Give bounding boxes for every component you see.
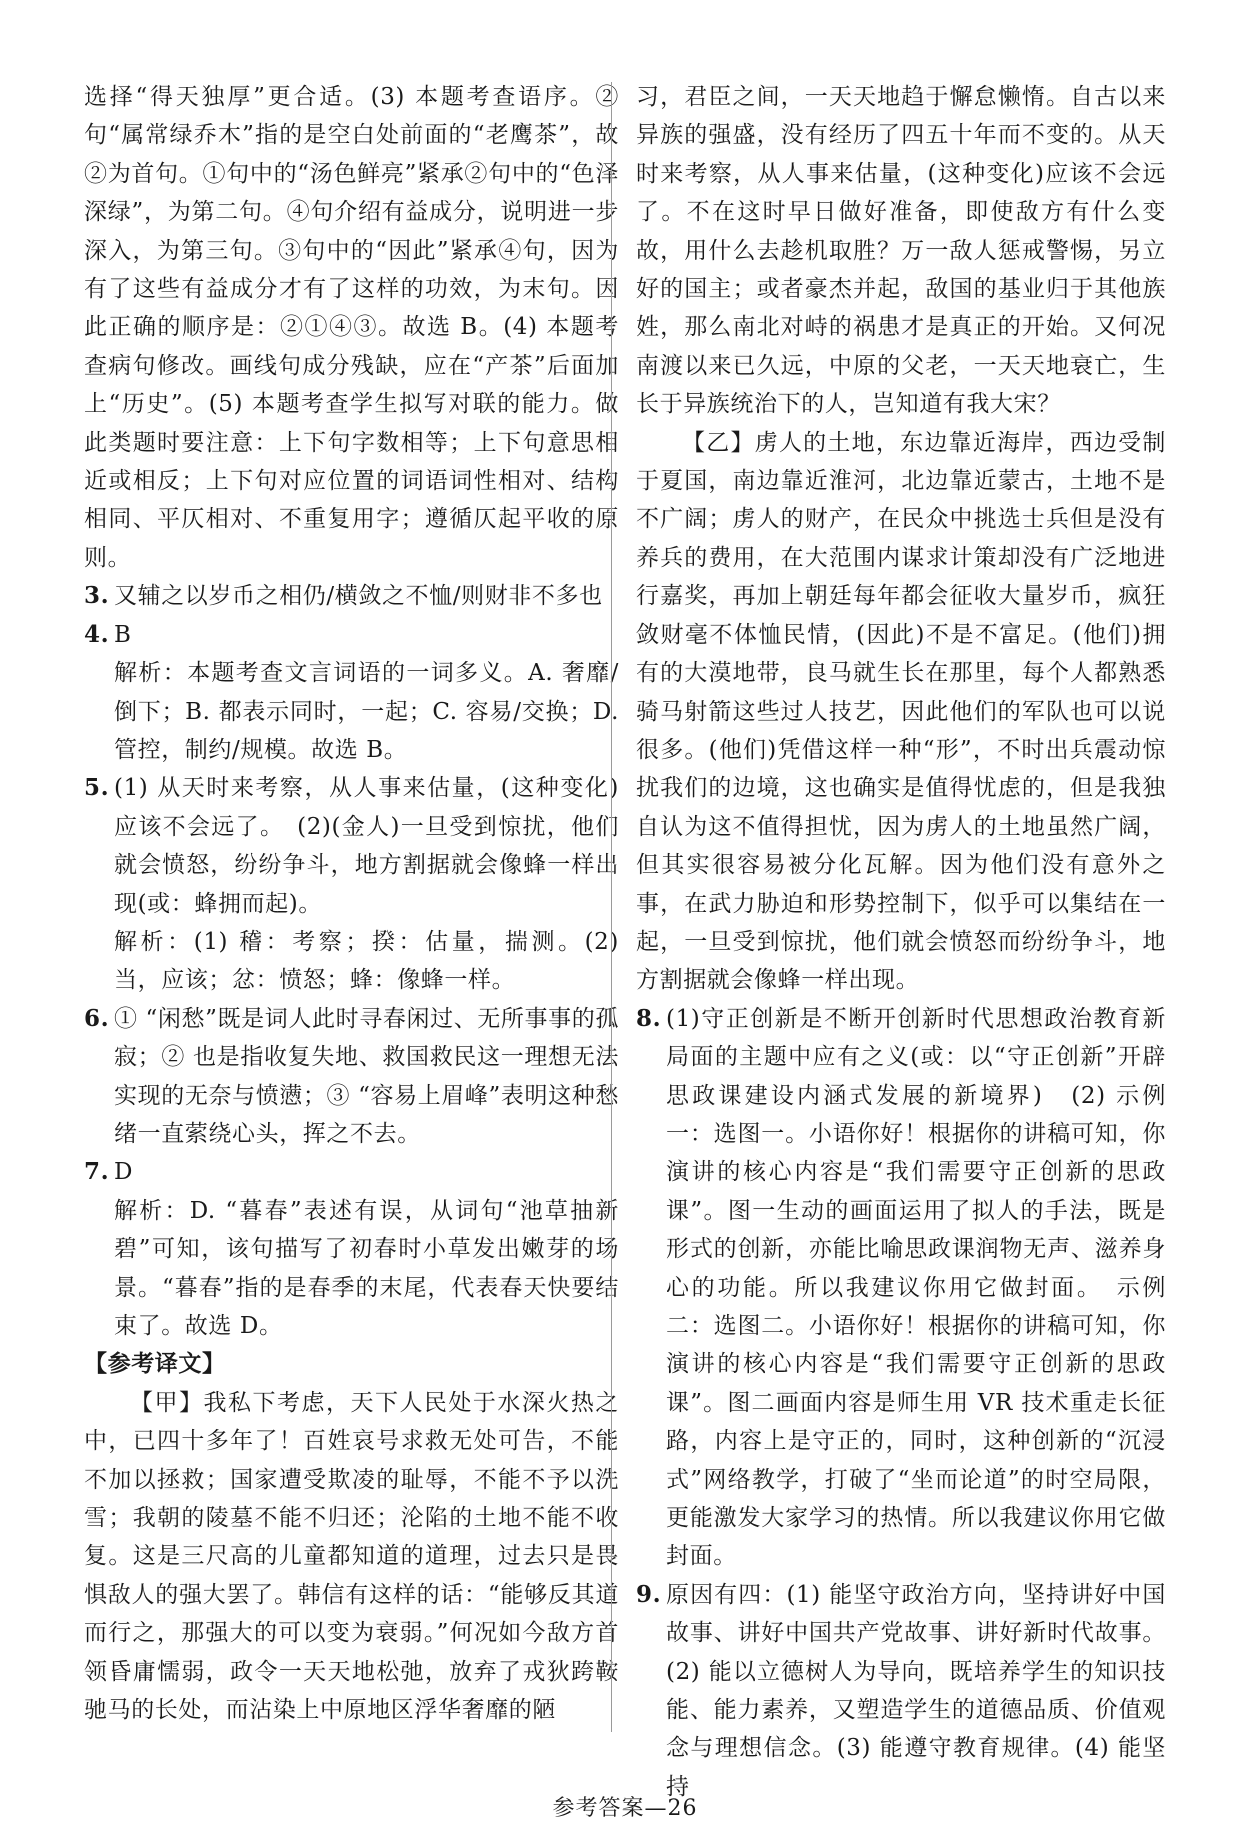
answer-text: 又辅之以岁币之相仍/横敛之不恤/则财非不多也 (114, 583, 603, 610)
answer-choice: B (114, 621, 132, 648)
answer-item-6 (84, 1000, 619, 1154)
answer-item-3 (84, 577, 619, 615)
answer-analysis: 解析：本题考查文言词语的一词多义。A. 奢靡/倒下；B. 都表示同时，一起；C. 容易/交换；D. 管控，制约/规模。故选 B。 (114, 660, 619, 763)
answer-text: (1) 从天时来考察，从人事来估量，(这种变化)应该不会远了。 (2)(金人)一旦受到惊扰，他们就会愤怒，纷纷争斗，地方割据就会像蜂一样出现(或：蜂拥而起)。 (114, 775, 619, 917)
answer-item-4 (84, 616, 619, 770)
translation-heading: 【参考译文】 (84, 1350, 226, 1378)
item-number: 8. (636, 1004, 662, 1032)
item-number: 4. (84, 620, 110, 648)
answer-item-8 (636, 1000, 1166, 1576)
left-column (84, 78, 619, 1729)
item-number: 6. (84, 1004, 110, 1032)
answer-item-9 (636, 1576, 1166, 1806)
translation-jia: 【甲】我私下考虑，天下人民处于水深火热之中，已四十多年了！百姓哀号求救无处可告，不能不加以拯救；国家遭受欺凌的耻辱，不能不予以洗雪；我朝的陵墓不能不归还；沦陷的土地不能不收复。这是三尺高的儿童都知道的道理，过去只是畏惧敌人的强大罢了。韩信有这样的话：“能够反其道而行之，那强大的可以变为衰弱。”何况如今敌方首领昏庸懦弱，政令一天天地松弛，放弃了戎狄跨鞍驰马的长处，而沾染上中原地区浮华奢靡的陋 (84, 1389, 619, 1724)
item-number: 7. (84, 1158, 110, 1186)
translation-jia-continuation: 习，君臣之间，一天天地趋于懈怠懒惰。自古以来异族的强盛，没有经历了四五十年而不变的。从天时来考察，从人事来估量，(这种变化)应该不会远了。不在这时早日做好准备，即使敌方有什么变故，用什么去趁机取胜？万一敌人惩戒警惕，另立好的国主；或者豪杰并起，敌国的基业归于其他族姓，那么南北对峙的祸患才是真正的开始。又何况南渡以来已久远，中原的父老，一天天地衰亡，生长于异族统治下的人，岂知道有我大宋？ (636, 84, 1166, 418)
answer-analysis: 解析：(1) 稽：考察；揆：估量，揣测。(2) 当，应该；忿：愤怒；蜂：像蜂一样。 (114, 928, 619, 994)
answer-text: (1)守正创新是不断开创新时代思想政治教育新局面的主题中应有之义(或：以“守正创新”开辟思政课建设内涵式发展的新境界) (2) 示例一：选图一。小语你好！根据你的讲稿可知，你演讲的核心内容是“我们需要守正创新的思政课”。图一生动的画面运用了拟人的手法，既是形式的创新，亦能比喻思政课润物无声、滋养身心的功能。所以我建议你用它做封面。 示例二：选图二。小语你好！根据你的讲稿可知，你演讲的核心内容是“我们需要守正创新的思政课”。图二画面内容是师生用 VR 技术重走长征路，内容上是守正的，同时，这种创新的“沉浸式”网络教学，打破了“坐而论道”的时空局限，更能激发大家学习的热情。所以我建议你用它做封面。 (666, 1005, 1166, 1570)
item-number: 3. (84, 582, 110, 610)
answer-text: ① “闲愁”既是词人此时寻春闲过、无所事事的孤寂；② 也是指收复失地、救国救民这一理想无法实现的无奈与愤懑；③ “容易上眉峰”表明这种愁绪一直萦绕心头，挥之不去。 (114, 1005, 619, 1147)
answer-analysis: 解析：D. “暮春”表述有误，从词句“池草抽新碧”可知，该句描写了初春时小草发出嫩芽的场景。“暮春”指的是春季的末尾，代表春天快要结束了。故选 D。 (114, 1197, 619, 1339)
answer-choice: D (114, 1159, 134, 1186)
answer-item-7 (84, 1153, 619, 1345)
answer-continuation: 选择“得天独厚”更合适。(3) 本题考查语序。②句“属常绿乔木”指的是空白处前面的“老鹰茶”，故②为首句。①句中的“汤色鲜亮”紧承②句中的“色泽深绿”，为第二句。④句介绍有益成分，说明进一步深入，为第三句。③句中的“因此”紧承④句，因为有了这些有益成分才有了这样的功效，为末句。因此正确的顺序是：②①④③。故选 B。(4) 本题考查病句修改。画线句成分残缺，应在“产茶”后面加上“历史”。(5) 本题考查学生拟写对联的能力。做此类题时要注意：上下句字数相等；上下句意思相近或相反；上下句对应位置的词语词性相对、结构相同、平仄相对、不重复用字；遵循仄起平收的原则。 (84, 84, 619, 571)
page-footer: 参考答案—26 (552, 1796, 698, 1821)
right-column (636, 78, 1166, 1806)
column-divider (611, 82, 612, 1732)
answer-text: 原因有四：(1) 能坚守政治方向，坚持讲好中国故事、讲好中国共产党故事、讲好新时代故事。(2) 能以立德树人为导向，既培养学生的知识技能、能力素养，又塑造学生的道德品质、价值观念与理想信念。(3) 能遵守教育规律。(4) 能坚持 (666, 1581, 1166, 1800)
item-number: 9. (636, 1580, 662, 1608)
item-number: 5. (84, 774, 110, 802)
translation-yi: 【乙】虏人的土地，东边靠近海岸，西边受制于夏国，南边靠近淮河，北边靠近蒙古，土地不是不广阔；虏人的财产，在民众中挑选士兵但是没有养兵的费用，在大范围内谋求计策却没有广泛地进行嘉奖，再加上朝廷每年都会征收大量岁币，疯狂敛财毫不体恤民情，(因此)不是不富足。(他们)拥有的大漠地带，良马就生长在那里，每个人都熟悉骑马射箭这些过人技艺，因此他们的军队也可以说很多。(他们)凭借这样一种“形”，不时出兵震动惊扰我们的边境，这也确实是值得忧虑的，但是我独自认为这不值得担忧，因为虏人的土地虽然广阔，但其实很容易被分化瓦解。因为他们没有意外之事，在武力胁迫和形势控制下，似乎可以集结在一起，一旦受到惊扰，他们就会愤怒而纷纷争斗，地方割据就会像蜂一样出现。 (636, 429, 1166, 994)
answer-item-5 (84, 769, 619, 999)
